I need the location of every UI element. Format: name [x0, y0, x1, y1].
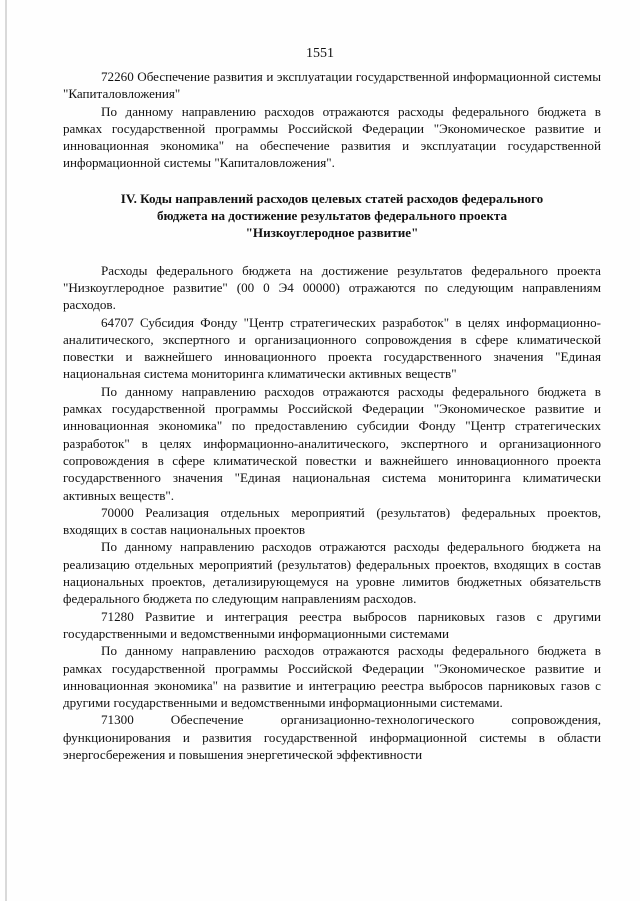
- section-heading-line-1: IV. Коды направлений расходов целевых статей расходов федерального: [120, 190, 544, 206]
- item-72260-title: 72260 Обеспечение развития и эксплуатации государственной информационной системы "Капиталовложения": [63, 69, 601, 102]
- section-heading-line-3: "Низкоуглеродное развитие": [245, 225, 419, 241]
- page-number: 1551: [306, 46, 334, 61]
- item-71300-title: 71300 Обеспечение организационно-технологического сопровождения, функционирования и развития государственной информационной системы в области энергосбережения и повышения энергетической эффективности: [63, 712, 601, 762]
- scan-edge-line: [5, 0, 7, 901]
- item-70000-description: По данному направлению расходов отражаются расходы федерального бюджета на реализацию отдельных мероприятий (результатов) федеральных проектов, входящих в состав национальных проектов, детализирующемуся на уровне лимитов бюджетных обязательств федерального бюджета по следующим направлениям расходов.: [63, 539, 601, 607]
- item-71280-title: 71280 Развитие и интеграция реестра выбросов парниковых газов с другими государственными и ведомственными информационными системами: [63, 608, 601, 641]
- document-body: [63, 68, 601, 763]
- item-70000-title: 70000 Реализация отдельных мероприятий (результатов) федеральных проектов, входящих в состав национальных проектов: [63, 504, 601, 538]
- item-72260-description: По данному направлению расходов отражаются расходы федерального бюджета в рамках государственной программы Российской Федерации "Экономическое развитие и инновационная экономика" на обеспечение развития и эксплуатации государственной информационной системы "Капиталовложения".: [63, 103, 601, 171]
- item-64707-title: 64707 Субсидия Фонду "Центр стратегических разработок" в целях информационно-аналитического, экспертного и организационного сопровождения в сфере климатической повестки и важнейшего инновационного проекта государственного значения "Единая национальная система мониторинга климатически активных веществ": [63, 314, 601, 382]
- section-heading: [63, 190, 601, 242]
- item-64707-description: По данному направлению расходов отражаются расходы федерального бюджета в рамках государственной программы Российской Федерации "Экономическое развитие и инновационная экономика" по предоставлению субсидии Фонду "Центр стратегических разработок" в целях информационно-аналитического, экспертного и организационного сопровождения в сфере климатической повестки и важнейшего инновационного проекта государственного значения "Единая национальная система мониторинга климатически активных веществ".: [63, 383, 601, 503]
- intro-paragraph: Расходы федерального бюджета на достижение результатов федерального проекта "Низкоуглеродное развитие" (00 0 Э4 00000) отражаются по следующим направлениям расходов.: [63, 262, 601, 313]
- section-heading-line-2: бюджета на достижение результатов федерального проекта: [156, 208, 508, 224]
- item-71280-description: По данному направлению расходов отражаются расходы федерального бюджета в рамках государственной программы Российской Федерации "Экономическое развитие и инновационная экономика" на развитие и интеграцию реестра выбросов парниковых газов с другими государственными и ведомственными информационными системами.: [63, 643, 601, 711]
